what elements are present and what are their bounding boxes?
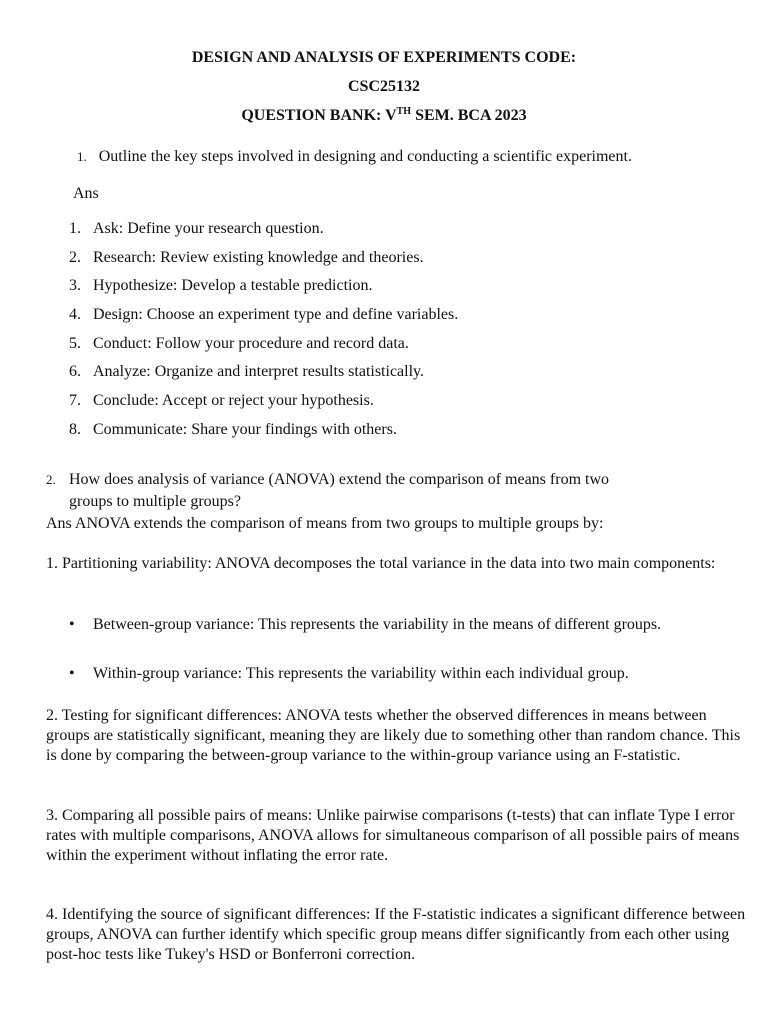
bullet-text: Between-group variance: This represents the variability in the means of different groups. bbox=[93, 616, 662, 633]
step-text: Analyze: Organize and interpret results statistically. bbox=[93, 363, 424, 381]
answer-2-point-4: 4. Identifying the source of significant differences: If the F-statistic indicates a significant difference between groups, ANOVA can further identify which specific group means differ significantly from each other using post-hoc tests like Tukey's HSD or Bonferroni correction. bbox=[46, 906, 746, 963]
bullet-within-group bbox=[69, 664, 709, 684]
bullet-between-group bbox=[69, 615, 709, 655]
list-item bbox=[69, 334, 458, 363]
list-item bbox=[69, 420, 458, 449]
header-course-code: CSC25132 bbox=[347, 78, 420, 95]
list-item bbox=[69, 391, 458, 420]
question-2-text-line1: How does analysis of variance (ANOVA) extend the comparison of means from two bbox=[69, 471, 610, 488]
step-number: 8. bbox=[69, 420, 81, 438]
question-1 bbox=[77, 147, 632, 167]
answer-2-point-3: 3. Comparing all possible pairs of means: Unlike pairwise comparisons (t-tests) that can inflate Type I error rates with multiple comparisons, ANOVA allows for simultaneous comparison of all possible pairs of means within the experiment without inflating the error rate. bbox=[46, 807, 740, 864]
header-question-bank bbox=[0, 106, 768, 126]
header-question-bank-suffix: SEM. BCA 2023 bbox=[411, 107, 527, 124]
step-text: Design: Choose an experiment type and define variables. bbox=[93, 306, 459, 324]
bullet-icon: • bbox=[69, 616, 75, 633]
question-1-text: Outline the key steps involved in designing and conducting a scientific experiment. bbox=[98, 148, 632, 165]
step-number: 1. bbox=[69, 220, 81, 237]
steps-list bbox=[69, 219, 458, 449]
step-number: 6. bbox=[69, 363, 81, 381]
step-number: 4. bbox=[69, 306, 81, 324]
list-item bbox=[69, 276, 458, 305]
step-number: 2. bbox=[69, 248, 81, 266]
step-text: Hypothesize: Develop a testable prediction. bbox=[93, 277, 373, 295]
step-number: 5. bbox=[69, 334, 81, 352]
answer-1-label: Ans bbox=[73, 185, 99, 202]
list-item bbox=[69, 219, 458, 248]
answer-2-intro: Ans ANOVA extends the comparison of means from two groups to multiple groups by: bbox=[46, 515, 604, 532]
step-number: 3. bbox=[69, 277, 81, 295]
step-text: Ask: Define your research question. bbox=[93, 220, 324, 237]
step-text: Research: Review existing knowledge and theories. bbox=[93, 248, 424, 266]
answer-2-point-1: 1. Partitioning variability: ANOVA decomposes the total variance in the data into two main components: bbox=[46, 555, 716, 572]
bullet-icon: • bbox=[69, 665, 75, 682]
header-title: DESIGN AND ANALYSIS OF EXPERIMENTS CODE: bbox=[191, 49, 577, 66]
question-2-number-text: 2. bbox=[46, 472, 56, 487]
list-item bbox=[69, 305, 458, 334]
question-1-number: 1. bbox=[77, 149, 87, 164]
step-number: 7. bbox=[69, 392, 81, 410]
header-question-bank-prefix: QUESTION BANK: V bbox=[241, 107, 397, 124]
question-2-text-line2: groups to multiple groups? bbox=[69, 493, 241, 510]
header-question-bank-sup: TH bbox=[396, 106, 412, 117]
list-item bbox=[69, 248, 458, 277]
bullet-text: Within-group variance: This represents the variability within each individual group. bbox=[93, 665, 629, 682]
question-2-number bbox=[46, 470, 56, 490]
answer-2-point-2: 2. Testing for significant differences: ANOVA tests whether the observed differences in means between groups are statistically significant, meaning they are likely due to something other than random chance. This is done by comparing the between-group variance to the within-group variance using an F-statistic. bbox=[46, 707, 741, 764]
step-text: Conclude: Accept or reject your hypothesis. bbox=[93, 392, 374, 410]
list-item bbox=[69, 362, 458, 391]
step-text: Communicate: Share your findings with others. bbox=[93, 420, 397, 438]
step-text: Conduct: Follow your procedure and record data. bbox=[93, 334, 409, 352]
